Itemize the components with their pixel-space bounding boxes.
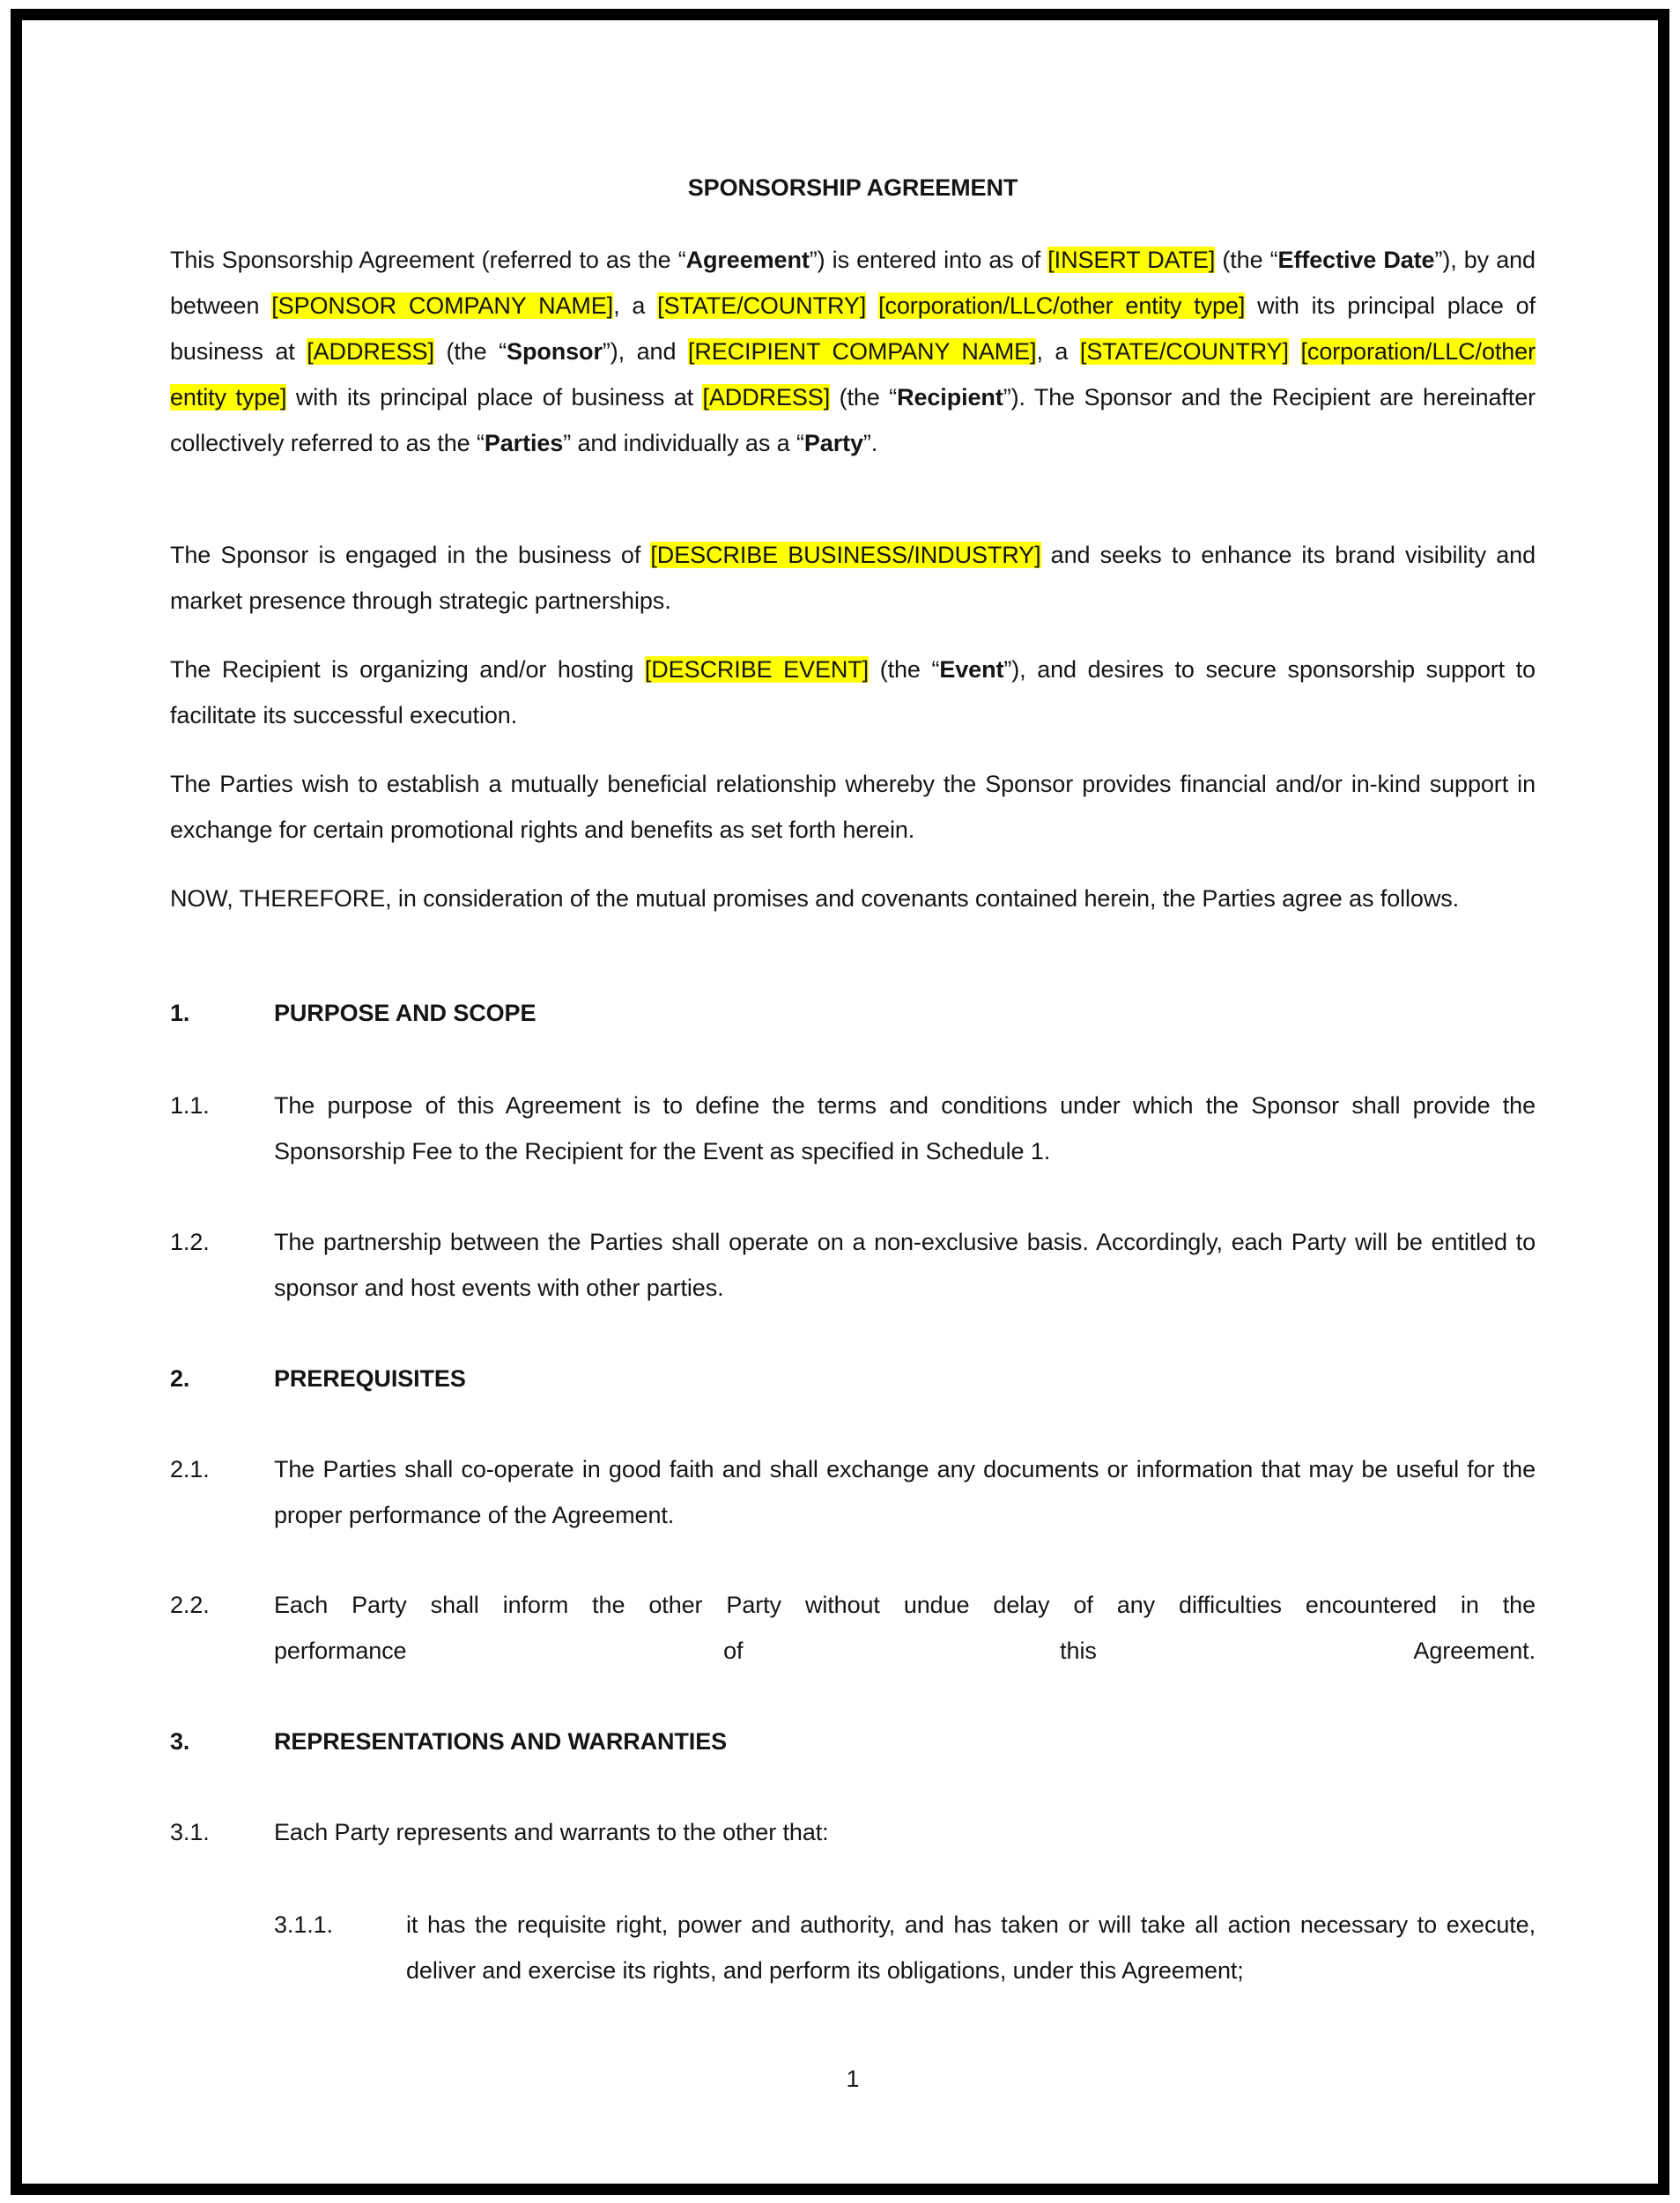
clause-2-2-word: this: [1060, 1637, 1097, 1664]
defined-term: Sponsor: [507, 338, 603, 365]
text-run: ”). The Sponsor and the Recipient are hereinafter collectively referred to as the “: [170, 384, 1536, 456]
text-run: ”), by and between: [170, 247, 1536, 319]
section-2-number: 2.: [170, 1365, 190, 1392]
clause-3-1-1: [170, 1902, 1536, 1993]
clause-2-1-text: [274, 1446, 1536, 1538]
clause-1-1: [170, 1083, 1536, 1174]
defined-term: Parties: [484, 430, 564, 456]
text-run: The Sponsor is engaged in the business of: [170, 542, 651, 568]
clause-3-1: [170, 1809, 1536, 1855]
text-run: with its principal place of business at: [170, 292, 1536, 365]
placeholder-highlight: [corporation/LLC/other entity type]: [878, 292, 1246, 319]
intro-paragraph-4: [170, 761, 1536, 853]
placeholder-highlight: [corporation/LLC/other entity type]: [170, 338, 1536, 410]
text-run: ”), and: [602, 338, 688, 365]
text-run: (the “: [869, 656, 940, 683]
text-run: Each Party represents and warrants to the other that:: [274, 1819, 829, 1845]
text-run: ”), and desires to secure sponsorship support to facilitate its successful execution.: [170, 656, 1536, 728]
clause-2-1-number: 2.1.: [170, 1456, 210, 1482]
defined-term: Agreement: [685, 247, 810, 273]
text-run: , a: [1036, 338, 1080, 365]
placeholder-highlight: [ADDRESS]: [702, 384, 831, 410]
defined-term: Effective Date: [1277, 247, 1435, 273]
text-run: The Recipient is organizing and/or hosting: [170, 656, 645, 683]
text-run: The Parties shall co-operate in good faith and shall exchange any documents or information that may be useful for the proper performance of the Agreement.: [274, 1456, 1536, 1528]
clause-1-2: [170, 1219, 1536, 1311]
section-3-heading: [170, 1719, 1536, 1764]
section-3-title: REPRESENTATIONS AND WARRANTIES: [274, 1728, 728, 1755]
section-2-title: PREREQUISITES: [274, 1365, 466, 1392]
placeholder-highlight: [DESCRIBE EVENT]: [644, 656, 870, 683]
text-run: with its principal place of business at: [286, 384, 703, 410]
section-2-heading: [170, 1356, 1536, 1401]
section-1-number: 1.: [170, 1000, 190, 1026]
clause-1-1-number: 1.1.: [170, 1092, 210, 1119]
clause-2-2-word: Agreement.: [1413, 1637, 1536, 1664]
text-run: (the “: [433, 338, 507, 365]
clause-1-2-text: [274, 1219, 1536, 1311]
clause-2-1: [170, 1446, 1536, 1538]
text-run: ” and individually as a “: [563, 430, 804, 456]
section-1-heading: [170, 990, 1536, 1036]
clause-1-1-text: [274, 1083, 1536, 1174]
document-title: SPONSORSHIP AGREEMENT: [687, 174, 1018, 201]
text-run: (the “: [1215, 247, 1278, 273]
text-run: Each Party shall inform the other Party without undue delay of any difficulties encountered in the: [274, 1592, 1536, 1618]
clause-3-1-1-text: [406, 1902, 1536, 1993]
text-run: NOW, THEREFORE, in consideration of the mutual promises and covenants contained herein, the Parties agree as follows.: [170, 885, 1460, 912]
clause-2-2-line-2: [274, 1628, 1536, 1674]
clause-3-1-number: 3.1.: [170, 1819, 210, 1845]
text-run: The partnership between the Parties shall operate on a non-exclusive basis. Accordingly, each Party will be entitled to sponsor and host events with other parties.: [274, 1229, 1536, 1301]
section-1-title: PURPOSE AND SCOPE: [274, 1000, 537, 1026]
intro-paragraph-1: [170, 237, 1536, 466]
clause-2-2-line-1: [274, 1582, 1536, 1628]
defined-term: Event: [939, 656, 1004, 683]
clause-2-2-number: 2.2.: [170, 1592, 210, 1618]
section-3-number: 3.: [170, 1728, 190, 1755]
text-run: [1289, 338, 1301, 365]
text-run: The Parties wish to establish a mutually beneficial relationship whereby the Sponsor provides financial and/or in-kind support in exchange for certain promotional rights and benefits as set forth herein.: [170, 771, 1536, 843]
text-run: This Sponsorship Agreement (referred to as the “: [170, 247, 686, 273]
page-number: 1: [846, 2066, 860, 2092]
clause-2-2-word: of: [723, 1637, 744, 1664]
text-run: and seeks to enhance its brand visibility and market presence through strategic partnerships.: [170, 542, 1536, 614]
text-run: [866, 292, 878, 319]
clause-3-1-text: [274, 1809, 1536, 1855]
placeholder-highlight: [SPONSOR COMPANY NAME]: [271, 292, 614, 319]
placeholder-highlight: [STATE/COUNTRY]: [657, 292, 867, 319]
placeholder-highlight: [DESCRIBE BUSINESS/INDUSTRY]: [650, 542, 1041, 568]
placeholder-highlight: [RECIPIENT COMPANY NAME]: [687, 338, 1037, 365]
defined-term: Party: [803, 430, 863, 456]
text-run: , a: [613, 292, 658, 319]
clause-1-2-number: 1.2.: [170, 1229, 210, 1255]
placeholder-highlight: [STATE/COUNTRY]: [1079, 338, 1289, 365]
placeholder-highlight: [ADDRESS]: [307, 338, 434, 365]
intro-paragraph-2: [170, 532, 1536, 624]
intro-paragraph-3: [170, 647, 1536, 738]
text-run: it has the requisite right, power and authority, and has taken or will take all action necessary to execute, deliver and exercise its rights, and perform its obligations, under this Agreement;: [406, 1911, 1536, 1984]
text-run: ”.: [862, 430, 878, 456]
text-run: (the “: [830, 384, 898, 410]
clause-3-1-1-number: 3.1.1.: [274, 1911, 333, 1938]
defined-term: Recipient: [897, 384, 1003, 410]
clause-2-2: [170, 1582, 1536, 1674]
intro-paragraph-5: [170, 876, 1536, 921]
clause-2-2-text: [274, 1582, 1536, 1674]
placeholder-highlight: [INSERT DATE]: [1047, 247, 1216, 273]
text-run: ”) is entered into as of: [809, 247, 1048, 273]
text-run: The purpose of this Agreement is to define the terms and conditions under which the Sponsor shall provide the Sponsorship Fee to the Recipient for the Event as specified in Schedule 1.: [274, 1092, 1536, 1164]
clause-2-2-word: performance: [274, 1637, 407, 1664]
